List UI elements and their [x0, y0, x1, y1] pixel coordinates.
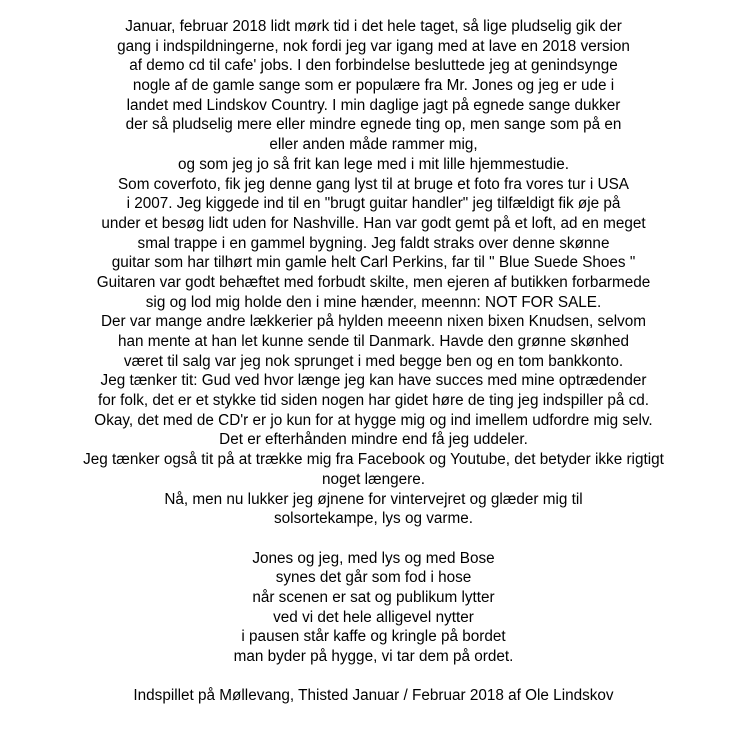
- blank-line: [0, 529, 747, 549]
- text-line: Som coverfoto, fik jeg denne gang lyst til at bruge et foto fra vores tur i USA: [117, 175, 629, 193]
- poem-line: man byder på hygge, vi tar dem på ordet.: [233, 648, 514, 665]
- text-line: Jeg tænker også tit på at trække mig fra Facebook og Youtube, det betyder ikke rigtigt: [83, 451, 664, 469]
- text-line: der så pludselig mere eller mindre egnede ting op, men sange som på en: [125, 116, 622, 134]
- text-line: han mente at han let kunne sende til Danmark. Havde den grønne skønhed: [117, 333, 630, 350]
- text-line: smal trappe i en gammel bygning. Jeg faldt straks over denne skønne: [137, 234, 610, 252]
- text-line: under et besøg lidt uden for Nashville. Han var godt gemt på et loft, ad en meget: [101, 214, 646, 232]
- text-line: i 2007. Jeg kiggede ind til en "brugt guitar handler" jeg tilfældigt fik øje på: [126, 195, 621, 213]
- liner-notes-paragraph: [0, 17, 747, 529]
- poem-line: synes det går som fod i hose: [275, 569, 472, 587]
- text-line: Jeg tænker tit: Gud ved hvor længe jeg kan have succes med mine optrædender: [100, 372, 647, 390]
- text-line: for folk, det er et stykke tid siden nogen har gidet høre de ting jeg indspiller på cd.: [97, 392, 649, 410]
- text-line: sig og lod mig holde den i mine hænder, meennn: NOT FOR SALE.: [145, 293, 602, 311]
- text-line: solsortekampe, lys og varme.: [274, 510, 473, 528]
- poem-line: Jones og jeg, med lys og med Bose: [252, 549, 495, 567]
- poem-line: i pausen står kaffe og kringle på bordet: [241, 628, 506, 646]
- poem-line: når scenen er sat og publikum lytter: [252, 588, 495, 606]
- poem-line: ved vi det hele alligevel nytter: [273, 608, 474, 626]
- text-line: Okay, det med de CD'r er jo kun for at hygge mig og ind imellem udfordre mig selv.: [94, 411, 653, 429]
- text-line: guitar som har tilhørt min gamle helt Carl Perkins, far til " Blue Suede Shoes ": [111, 254, 636, 272]
- liner-notes-document: [0, 17, 747, 706]
- text-line: Januar, februar 2018 lidt mørk tid i det hele taget, så lige pludselig gik der: [125, 18, 622, 35]
- text-line: Der var mange andre lækkerier på hylden meeenn nixen bixen Knudsen, selvom: [100, 313, 647, 331]
- text-line: landet med Lindskov Country. I min daglige jagt på egnede sange dukker: [126, 96, 621, 114]
- text-line: Nå, men nu lukker jeg øjnene for vintervejret og glæder mig til: [164, 490, 583, 508]
- text-line: og som jeg jo så frit kan lege med i mit lille hjemmestudie.: [177, 155, 570, 173]
- text-line: Guitaren var godt behæftet med forbudt skilte, men ejeren af butikken forbarmede: [96, 273, 651, 291]
- recording-credit: Indspillet på Møllevang, Thisted Januar / Februar 2018 af Ole Lindskov: [133, 687, 614, 705]
- text-line: af demo cd til cafe' jobs. I den forbindelse besluttede jeg at genindsynge: [129, 57, 618, 75]
- text-line: været til salg var jeg nok sprunget i med begge ben og en tom bankkonto.: [123, 352, 624, 370]
- text-line: eller anden måde rammer mig,: [269, 136, 478, 154]
- text-line: noget længere.: [322, 470, 425, 488]
- text-line: nogle af de gamle sange som er populære fra Mr. Jones og jeg er ude i: [132, 77, 615, 95]
- poem-verse: [0, 549, 747, 667]
- text-line: Det er efterhånden mindre end få jeg uddeler.: [219, 431, 528, 449]
- text-line: gang i indspildningerne, nok fordi jeg var igang med at lave en 2018 version: [117, 37, 630, 55]
